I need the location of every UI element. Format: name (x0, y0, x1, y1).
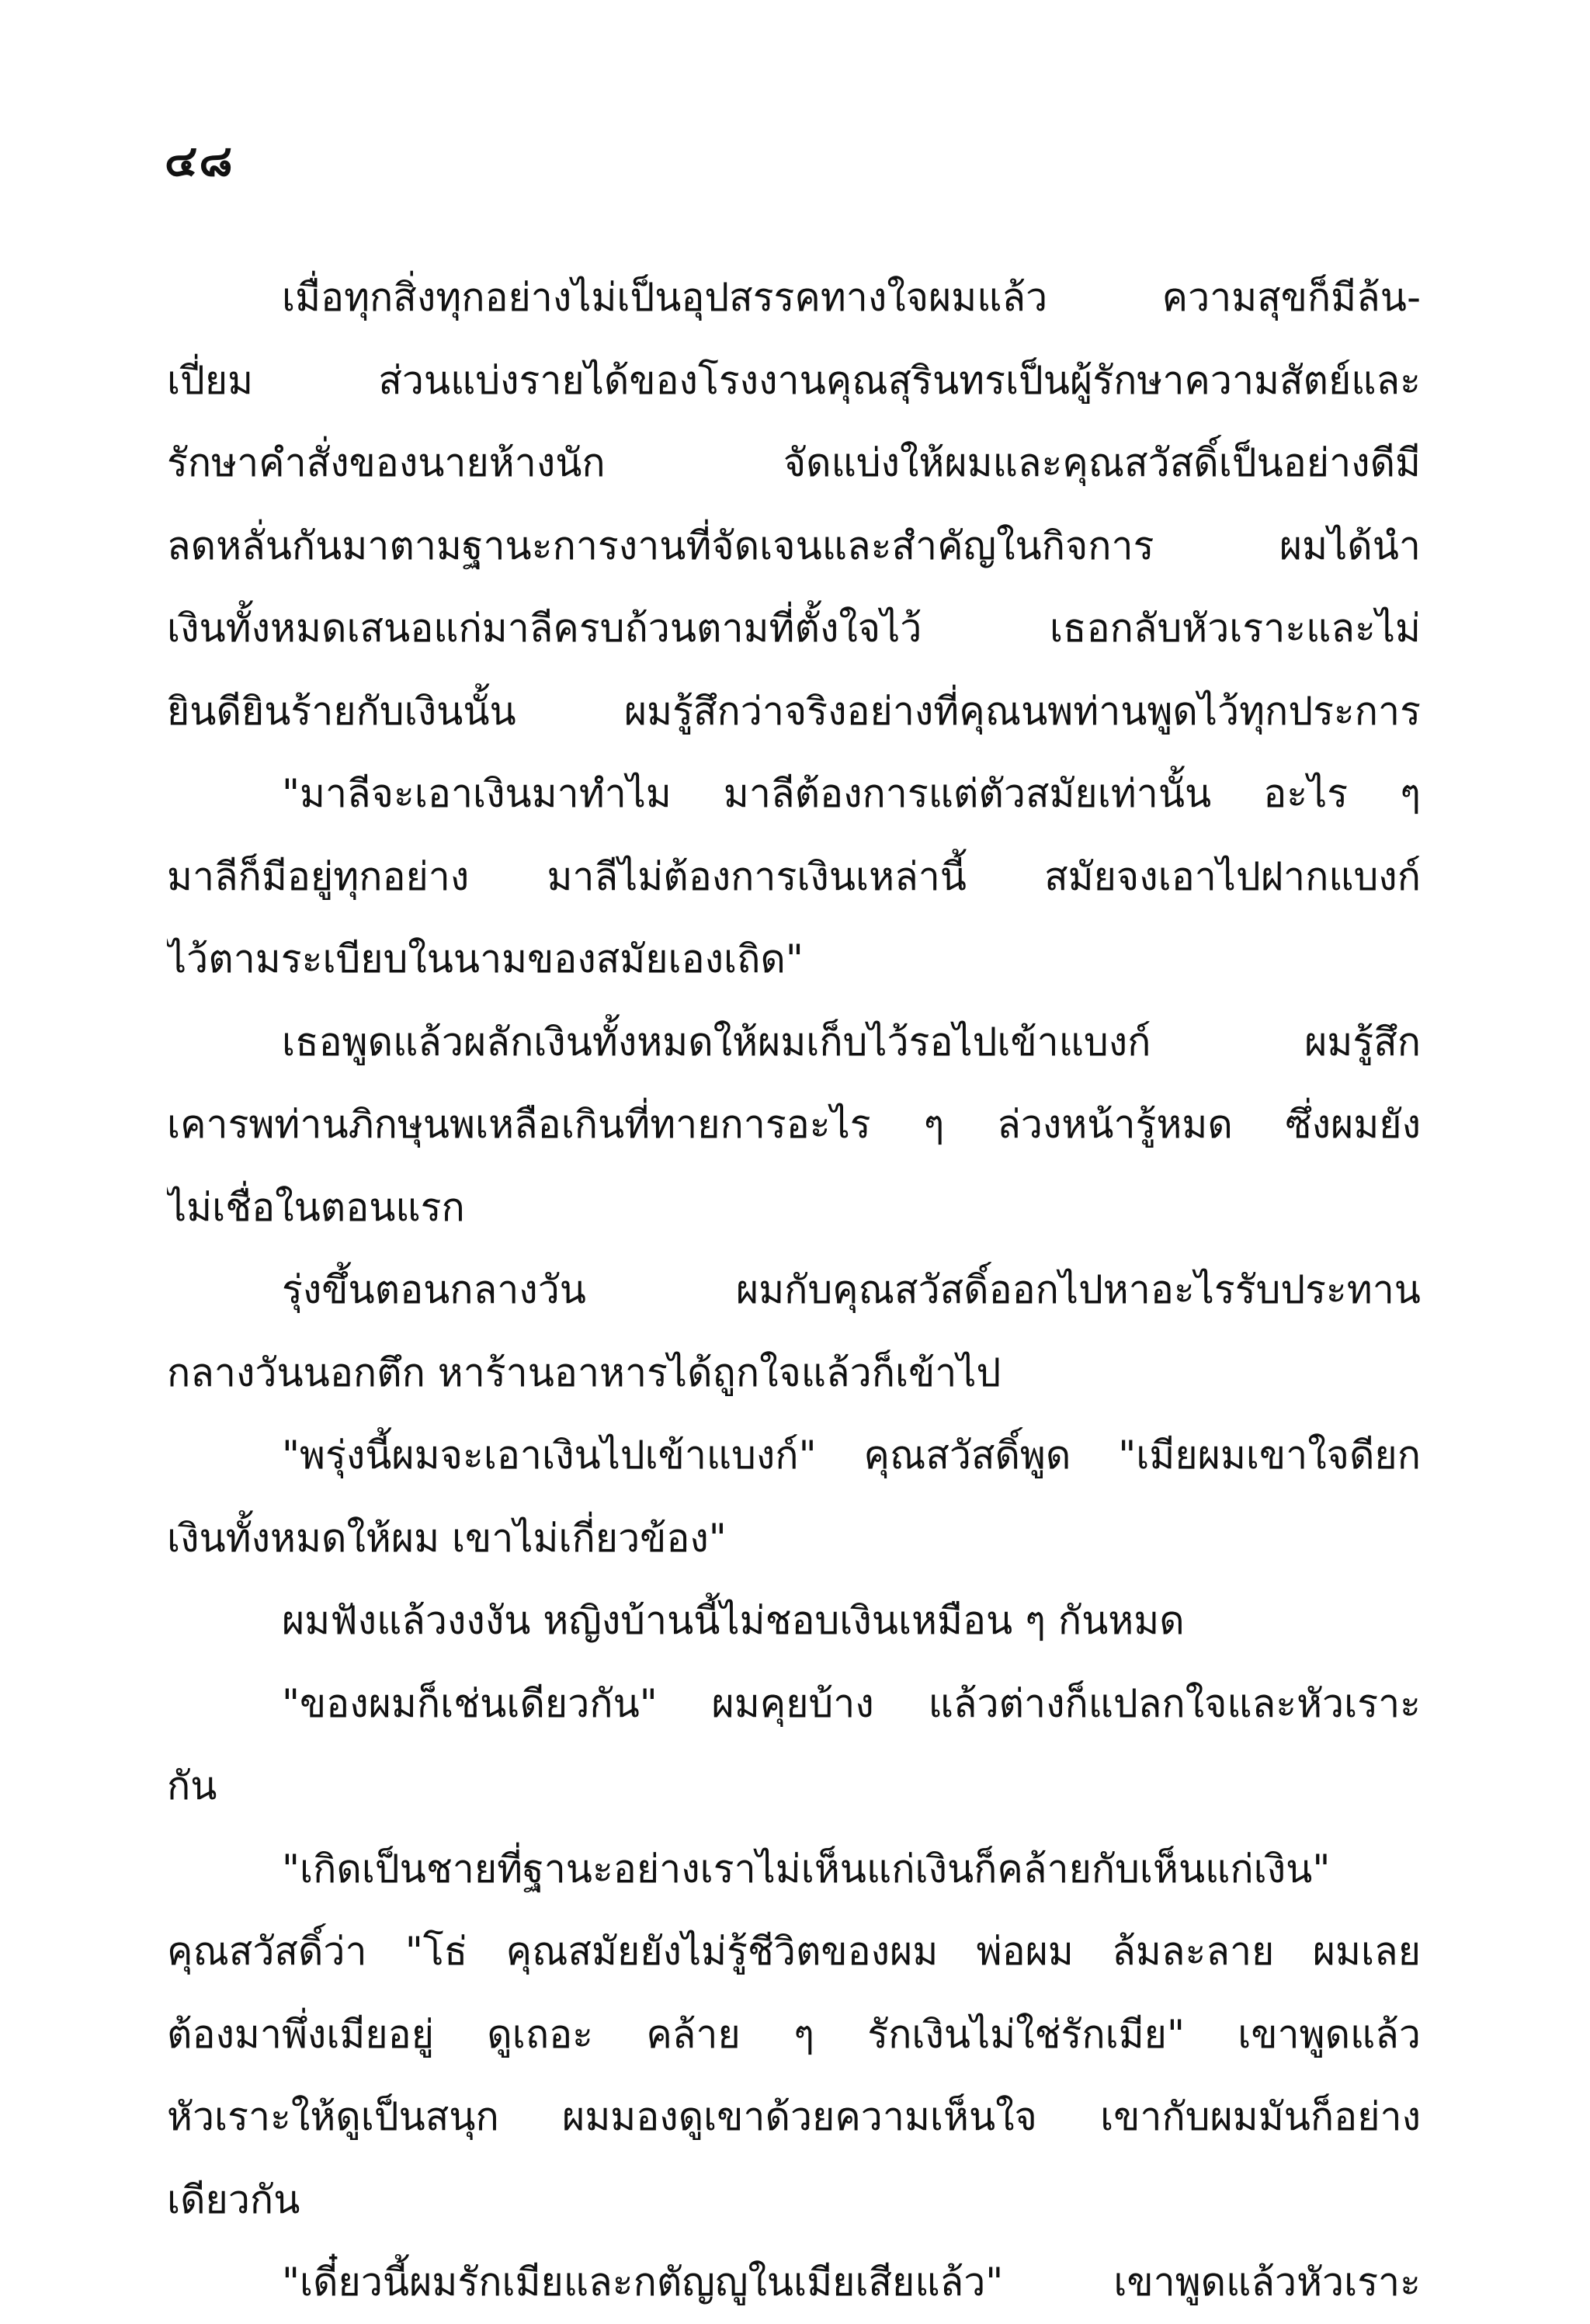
text-line: "เดี๋ยวนี้ผมรักเมียและกตัญญูในเมียเสียแล้ว" เขาพูดแล้วหัวเราะ (282, 2260, 1421, 2305)
text-line: "เกิดเป็นชายที่ฐานะอย่างเราไม่เห็นแก่เงินก็คล้ายกับเห็นแก่เงิน" (282, 1846, 1331, 1892)
text-line: รุ่งขึ้นตอนกลางวัน ผมกับคุณสวัสดิ์ออกไปหาอะไรรับประทาน (282, 1267, 1421, 1312)
page-number: ๔๘ (165, 136, 234, 186)
text-line: ผมฟังแล้วงงงัน หญิงบ้านนี้ไม่ชอบเงินเหมือน ๆ กันหมด (282, 1598, 1185, 1643)
text-line: ต้องมาพึ่งเมียอยู่ ดูเถอะ คล้าย ๆ รักเงินไม่ใช่รักเมีย" เขาพูดแล้ว (167, 2011, 1421, 2057)
text-line: มาลีก็มีอยู่ทุกอย่าง มาลีไม่ต้องการเงินเหล่านี้ สมัยจงเอาไปฝากแบงก์ (167, 853, 1421, 899)
text-line: "พรุ่งนี้ผมจะเอาเงินไปเข้าแบงก์" คุณสวัสดิ์พูด "เมียผมเขาใจดียก (282, 1433, 1421, 1478)
text-line: เงินทั้งหมดให้ผม เขาไม่เกี่ยวข้อง" (167, 1515, 727, 1561)
text-line: หัวเราะให้ดูเป็นสนุก ผมมองดูเขาด้วยความเห็นใจ เขากับผมมันก็อย่าง (167, 2094, 1421, 2139)
text-line: ไว้ตามระเบียบในนามของสมัยเองเถิด" (167, 936, 804, 981)
text-line: "ของผมก็เช่นเดียวกัน" ผมคุยบ้าง แล้วต่างก็แปลกใจและหัวเราะ (282, 1680, 1421, 1726)
text-line: รักษาคำสั่งของนายห้างนัก จัดแบ่งให้ผมและคุณสวัสดิ์เป็นอย่างดีมี (167, 440, 1421, 485)
text-line: เมื่อทุกสิ่งทุกอย่างไม่เป็นอุปสรรคทางใจผมแล้ว ความสุขก็มีล้น- (282, 275, 1421, 320)
body-text (167, 256, 1421, 2324)
text-line: ลดหลั่นกันมาตามฐานะการงานที่จัดเจนและสำคัญในกิจการ ผมได้นำ (167, 523, 1421, 568)
text-line: คุณสวัสดิ์ว่า "โธ่ คุณสมัยยังไม่รู้ชีวิตของผม พ่อผม ล้มละลาย ผมเลย (167, 1929, 1421, 1974)
text-line: ไม่เชื่อในตอนแรก (167, 1184, 465, 1230)
text-line: "มาลีจะเอาเงินมาทำไม มาลีต้องการแต่ตัวสมัยเท่านั้น อะไร ๆ (282, 771, 1421, 816)
text-line: ยินดียินร้ายกับเงินนั้น ผมรู้สึกว่าจริงอย่างที่คุณนพท่านพูดไว้ทุกประการ (167, 688, 1421, 734)
text-line: กลางวันนอกตึก หาร้านอาหารได้ถูกใจแล้วก็เข้าไป (167, 1350, 1002, 1395)
text-line: เงินทั้งหมดเสนอแก่มาลีครบถ้วนตามที่ตั้งใจไว้ เธอกลับหัวเราะและไม่ (167, 606, 1421, 651)
text-line: เคารพท่านภิกษุนพเหลือเกินที่ทายการอะไร ๆ ล่วงหน้ารู้หมด ซึ่งผมยัง (167, 1102, 1421, 1147)
text-line: เธอพูดแล้วผลักเงินทั้งหมดให้ผมเก็บไว้รอไปเข้าแบงก์ ผมรู้สึก (282, 1019, 1421, 1065)
text-line: กัน (167, 1763, 217, 1808)
text-line: เปี่ยม ส่วนแบ่งรายได้ของโรงงานคุณสุรินทรเป็นผู้รักษาความสัตย์และ (167, 357, 1421, 403)
text-line: เดียวกัน (167, 2176, 300, 2222)
